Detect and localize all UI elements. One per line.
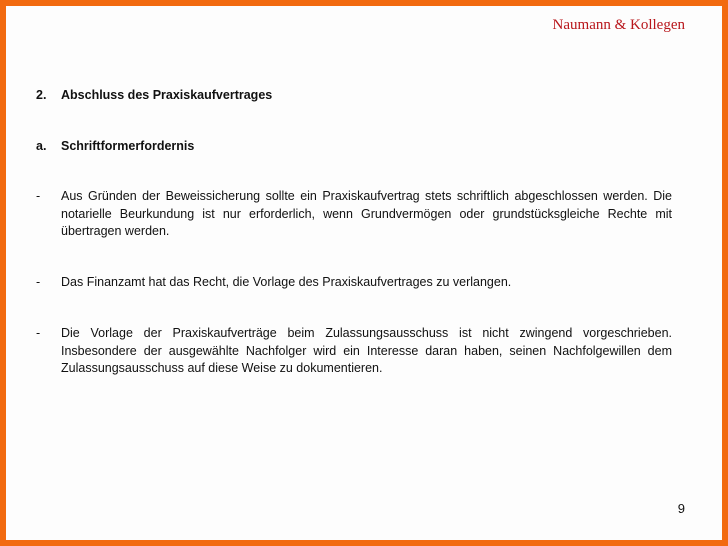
subsection-title: Schriftformerfordernis xyxy=(61,139,195,153)
page-number: 9 xyxy=(677,501,685,516)
bullet-text: Die Vorlage der Praxiskaufverträge beim Zulassungsausschuss ist nicht zwingend vorgeschrieben. Insbesondere der ausgewählte Nachfolger wird ein Interesse daran haben, seinen Nachfolgewillen dem Zulassungsausschuss auf diese Weise zu dokumentieren. xyxy=(61,326,672,375)
list-item xyxy=(36,325,672,378)
list-item xyxy=(36,274,672,292)
subsection-heading xyxy=(36,138,672,156)
list-item xyxy=(36,188,672,241)
section-heading xyxy=(36,87,672,105)
section-number: 2. xyxy=(36,88,47,102)
subsection-letter: a. xyxy=(36,139,47,153)
bullet-dash: - xyxy=(36,326,41,340)
bullet-dash: - xyxy=(36,189,41,203)
bullet-text: Aus Gründen der Beweissicherung sollte ein Praxiskaufvertrag stets schriftlich abgeschlossen werden. Die notarielle Beurkundung ist nur erforderlich, wenn Grundvermögen oder grundstücksgleiche Rechte mit übertragen werden. xyxy=(61,189,672,238)
section-title: Abschluss des Praxiskaufvertrages xyxy=(61,88,273,102)
bullet-text: Das Finanzamt hat das Recht, die Vorlage des Praxiskaufvertrages zu verlangen. xyxy=(61,275,512,289)
firm-name-header: Naumann & Kollegen xyxy=(552,17,685,33)
bullet-dash: - xyxy=(36,275,41,289)
